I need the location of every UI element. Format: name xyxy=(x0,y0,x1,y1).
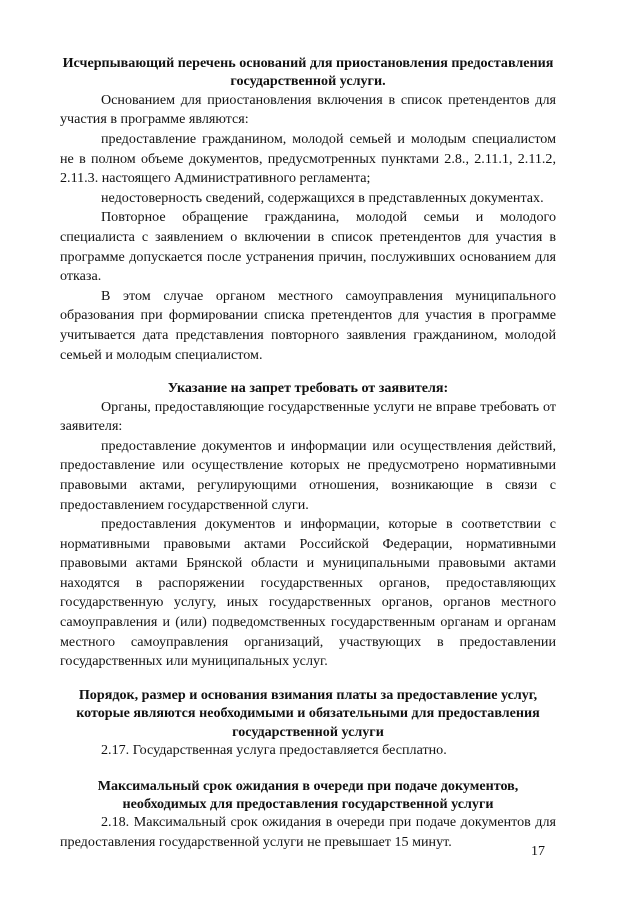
paragraph: В этом случае органом местного самоуправления муниципального образования при формировании списка претендентов для участия в программе учитывается дата представления повторного заявления гражданином, молодой семьей и молодым специалистом. xyxy=(60,287,556,363)
paragraph: предоставление гражданином, молодой семьей и молодым специалистом не в полном объеме документов, предусмотренных пунктами 2.8., 2.11.1, 2.11.2, 2.11.3. настоящего Административного регламента; xyxy=(60,131,556,187)
paragraph: 2.17. Государственная услуга предоставляется бесплатно. xyxy=(101,742,447,759)
paragraph: предоставление документов и информации или осуществления действий, предоставление или осуществление которых не предусмотрено нормативными правовыми актами, регулирующими отношения, возникающие в связи с предоставлением государственной слуги. xyxy=(60,437,556,513)
section-spacer xyxy=(60,365,556,379)
paragraph: Основанием для приостановления включения в список претендентов для участия в программе являются: xyxy=(60,91,556,128)
section-heading-fees: Порядок, размер и основания взимания платы за предоставление услуг, которые являются необходимыми и обязательными для предоставления государственной услуги xyxy=(76,686,540,740)
section-heading-prohibition: Указание на запрет требовать от заявителя: xyxy=(167,380,449,397)
section-spacer xyxy=(60,672,556,686)
section-spacer xyxy=(60,761,556,777)
document-page xyxy=(60,54,556,853)
section-heading-waiting-time: Максимальный срок ожидания в очереди при подаче документов, необходимых для предоставления государственной услуги xyxy=(97,777,519,813)
paragraph: Органы, предоставляющие государственные услуги не вправе требовать от заявителя: xyxy=(60,398,556,435)
paragraph: 2.18. Максимальный срок ожидания в очереди при подаче документов для предоставления государственной услуги не превышает 15 минут. xyxy=(60,814,556,851)
page-number: 17 xyxy=(531,844,545,859)
paragraph: предоставления документов и информации, которые в соответствии с нормативными правовыми актами Российской Федерации, нормативными правовыми актами Брянской области и муниципальными правовыми актами находятся в распоряжении государственных органов, предоставляющих государственную услугу, иных государственных органов, органов местного самоуправления и (или) подведомственных государственным органам и органам местного самоуправления организаций, участвующих в предоставлении государственных или муниципальных услуг. xyxy=(60,516,556,670)
section-heading-suspension-grounds: Исчерпывающий перечень оснований для приостановления предоставления государственной услуги. xyxy=(62,55,554,90)
paragraph: Повторное обращение гражданина, молодой семьи и молодого специалиста с заявлением о включении в список претендентов для участия в программе допускается после устранения причин, послуживших основанием для отказа. xyxy=(60,209,556,285)
paragraph: недостоверность сведений, содержащихся в представленных документах. xyxy=(101,189,544,206)
